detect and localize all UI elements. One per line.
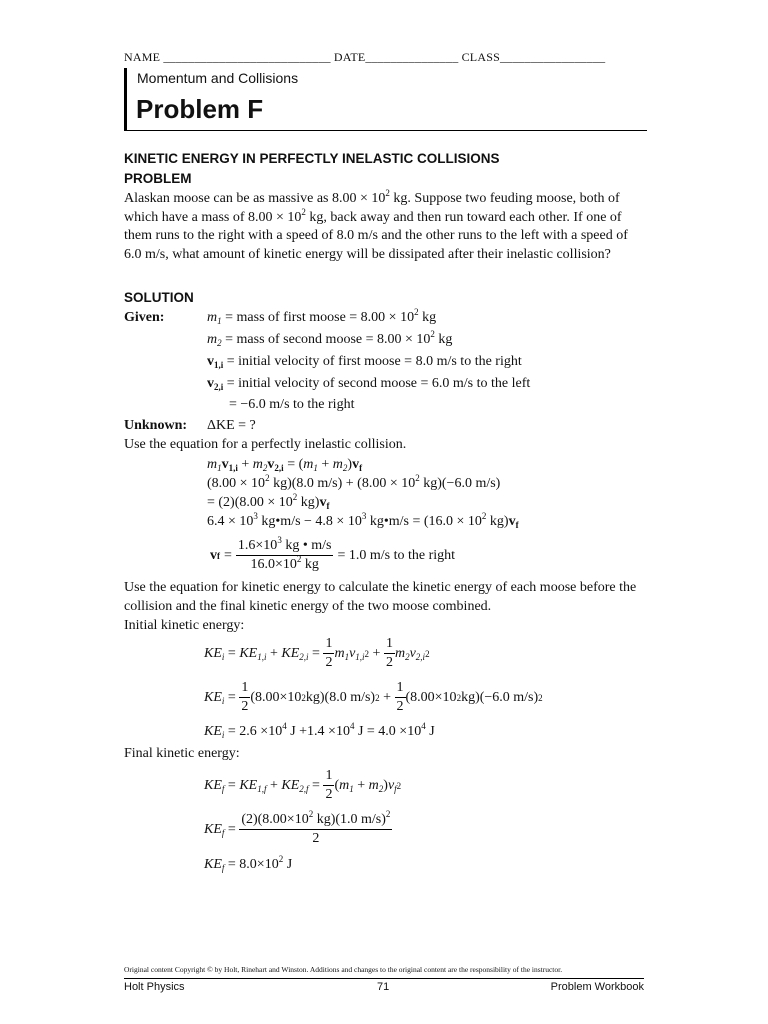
- footer-book-title: Holt Physics: [124, 981, 185, 993]
- momentum-line-3: = $(2)(8.00 \times 10^2$ $kg)v_f$: [207, 492, 330, 511]
- momentum-line-2: ($8.00 \times 10^2$ kg)(8.0 $m/s) + (8.00 \times 10^2$ kg)(−6.0 m/s): [207, 473, 501, 491]
- section-title: KINETIC ENERGY IN PERFECTLY INELASTIC COLLISIONS: [124, 151, 500, 166]
- ke-final-substituted: $KE_f$ = $\frac{(2)(8.00\times 10^2 kg)(1.0 m/s)^2}{2}$: [204, 809, 391, 846]
- page-number: 71: [377, 981, 390, 993]
- unknown-label: Unknown:: [124, 418, 188, 433]
- footer-workbook: Problem Workbook: [550, 981, 644, 993]
- vf-fraction-equation: v f = $\frac{1.6\times 10^3 kg • m/s}{16.0\times 10^2 kg}$ = 1.0 m/s to the right: [210, 535, 456, 572]
- ke-initial-substituted: $KE_i$ = $\frac{1}{2}$ (8.00×10 2 kg)(8.0 m/s) 2 + $\frac{1}{2}$ (8.00×10 2 kg)(−6.0 m/s) 2: [204, 680, 543, 714]
- page-footer: [124, 978, 644, 993]
- given-m2: $m_2$ = mass of second moose = $8.00 \times 10^2$ kg: [207, 329, 453, 348]
- final-ke-label: Final kinetic energy:: [124, 746, 240, 761]
- problem-text: Alaskan moose can be as massive as $8.00 \times 10^2$ kg. Suppose two feuding moose, both of which have a mass of $8.00 \times 10^2$ kg, back away and then run toward each other. If one of them runs to the right with a speed of 8.0 m/s and the other runs to the left with a speed of 6.0 m/s, what amount of kinetic energy will be dissipated after their inelastic collision?: [124, 188, 628, 262]
- momentum-equation: $m_1v_{1,i} + m_2v_{2,i} = (m_1 + m_2)v_f$: [207, 457, 363, 473]
- text-inelastic: Use the equation for a perfectly inelastic collision.: [124, 437, 407, 452]
- text-kinetic: Use the equation for kinetic energy to calculate the kinetic energy of each moose before the collision and the final kinetic energy of the two moose combined.: [124, 580, 637, 614]
- vf-fraction: $\frac{1.6\times 10^3 kg • m/s}{16.0\times 10^2 kg}$: [237, 535, 332, 572]
- given-label: Given:: [124, 310, 165, 325]
- given-v2-right: = −6.0 m/s to the right: [229, 397, 355, 412]
- ke-final-result: $KE_f = 8.0\times 10^2$ J: [204, 854, 293, 873]
- chapter-banner: [124, 68, 647, 131]
- ke-final-definition: $KE_f$ = $KE_{1,f}$ + $KE_{2,f}$ = $\frac{1}{2}$ ( $m_1$ + $m_2$ ) $v_f$ 2: [204, 768, 402, 802]
- problem-label: PROBLEM: [124, 171, 192, 186]
- solution-label: SOLUTION: [124, 290, 194, 305]
- chapter-title: Problem F: [136, 94, 264, 124]
- given-m1: $m_1$ = mass of first moose = $8.00 \times 10^2$ kg: [207, 307, 437, 326]
- name-date-class-line: NAME ___________________________ DATE_______________ CLASS_________________: [124, 50, 606, 64]
- given-v1: $v_{1,i}$ = initial velocity of first moose = 8.0 m/s to the right: [207, 354, 522, 370]
- given-v2: $v_{2,i}$ = initial velocity of second moose = 6.0 m/s to the left: [207, 376, 531, 392]
- unknown-value: ΔKE = ?: [207, 418, 256, 433]
- chapter-subtitle: Momentum and Collisions: [137, 70, 299, 86]
- momentum-line-4: $6.4 \times 10^3$ kg•m/s − $4.8 \times 10^3$ kg•m/s = ($16.0 \times 10^2$ $kg)v_f$: [207, 511, 519, 530]
- initial-ke-label: Initial kinetic energy:: [124, 618, 245, 633]
- ke-initial-result: $KE_i = 2.6 \times 10^4$ $J +1.4 \times 10^4$ $J = 4.0 \times 10^4$ J: [204, 721, 435, 740]
- ke-initial-definition: $KE_i$ = $KE_{1,i}$ + $KE_{2,i}$ = $\frac{1}{2}$ $m_1v_{1,i}$ 2 + $\frac{1}{2}$ $m_2v_{2,i}$ 2: [204, 636, 430, 670]
- copyright-notice: Original content Copyright © by Holt, Rinehart and Winston. Additions and changes to the original content are the responsibility of the instructor.: [124, 965, 563, 974]
